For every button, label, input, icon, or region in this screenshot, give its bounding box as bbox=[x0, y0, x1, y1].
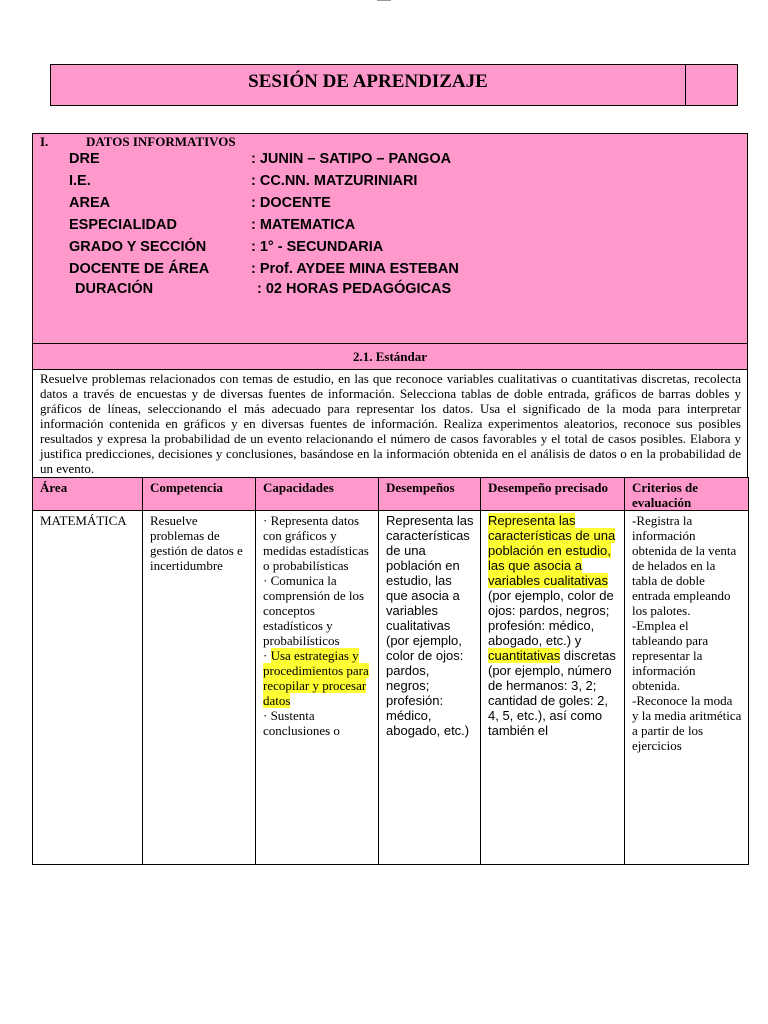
section-title: DATOS INFORMATIVOS bbox=[86, 134, 236, 149]
table-row bbox=[33, 511, 749, 865]
precisado-highlight-2: cuantitativas bbox=[488, 648, 561, 663]
estandar-text: Resuelve problemas relacionados con temas de estudio, en las que reconoce variables cualitativas o cuantitativas discretas, recolecta datos a través de encuestas y de diversas fuentes de información. Selecciona tablas de doble entrada, gráficos de barras dobles y gráficos de líneas, seleccionando el más adecuado para representar los datos. Usa el significado de la moda para interpretar información contenida en gráficos y en diversas fuentes de información. Realiza experimentos aleatorios, reconoce sus posibles resultados y expresa la probabilidad de un evento relacionando el número de casos favorables y el total de casos posibles. Elabora y justifica predicciones, decisiones y conclusiones, basándose en la información obtenida en el análisis de datos o en la probabilidad de un evento. bbox=[32, 369, 748, 478]
table-header-row bbox=[33, 478, 749, 511]
capacidad-3-highlight: Usa estrategias y procedimientos para recopilar y procesar datos bbox=[263, 648, 369, 708]
datos-heading bbox=[40, 134, 236, 150]
cell-area: MATEMÁTICA bbox=[33, 511, 143, 865]
title-divider bbox=[685, 65, 686, 105]
header-desempenos: Desempeños bbox=[379, 478, 481, 511]
info-value: : DOCENTE bbox=[251, 195, 331, 211]
precisado-text-1: (por ejemplo, color de ojos: pardos, negros; profesión: médico, abogado, etc.) y bbox=[488, 588, 614, 648]
info-value: : JUNIN – SATIPO – PANGOA bbox=[251, 151, 452, 167]
header-precisado: Desempeño precisado bbox=[481, 478, 625, 511]
info-value: : Prof. AYDEE MINA ESTEBAN bbox=[251, 261, 459, 277]
info-label: DOCENTE DE ÁREA bbox=[69, 261, 210, 277]
criterio-1: -Registra la información obtenida de la venta de helados en la tabla de doble entrada empleando los palotes. bbox=[632, 513, 737, 618]
datos-informativos-box bbox=[32, 133, 748, 344]
info-label: I.E. bbox=[69, 173, 91, 189]
header-area: Área bbox=[33, 478, 143, 511]
criterio-3: -Reconoce la moda y la media aritmética a partir de los ejercicios bbox=[632, 693, 742, 753]
info-value: : MATEMATICA bbox=[251, 217, 356, 233]
info-label: ESPECIALIDAD bbox=[69, 217, 177, 233]
title-box bbox=[50, 64, 738, 106]
header-capacidades: Capacidades bbox=[256, 478, 379, 511]
info-label: DRE bbox=[69, 151, 100, 167]
bullet: · bbox=[263, 648, 271, 663]
header-criterios: Criterios de evaluación bbox=[625, 478, 749, 511]
capacidad-3 bbox=[263, 648, 372, 708]
info-value: : 02 HORAS PEDAGÓGICAS bbox=[257, 281, 452, 297]
info-label: GRADO Y SECCIÓN bbox=[69, 239, 207, 255]
precisado-text-2: discretas (por ejemplo, número de hermanos: 3, 2; cantidad de goles: 2, 4, 5, etc.), así como también el bbox=[488, 648, 616, 738]
capacidad-4: · Sustenta conclusiones o bbox=[263, 708, 340, 738]
info-label: DURACIÓN bbox=[75, 281, 154, 297]
header-competencia: Competencia bbox=[143, 478, 256, 511]
cell-criterios bbox=[625, 511, 749, 865]
cell-desempenos: Representa las características de una población en estudio, las que asocia a variables cualitativas (por ejemplo, color de ojos: pardos, negros; profesión: médico, abogado, etc.) bbox=[379, 511, 481, 865]
cell-precisado bbox=[481, 511, 625, 865]
planning-table bbox=[32, 477, 749, 865]
cell-capacidades bbox=[256, 511, 379, 865]
capacidad-2: · Comunica la comprensión de los conceptos estadísticos y probabilísticos bbox=[263, 573, 365, 648]
info-value: : CC.NN. MATZURINIARI bbox=[251, 173, 418, 189]
capacidad-1: · Representa datos con gráficos y medidas estadísticas o probabilísticas bbox=[263, 513, 369, 573]
estandar-heading: 2.1. Estándar bbox=[32, 343, 748, 370]
precisado-highlight-1: Representa las características de una población en estudio, las que asocia a variables cualitativas bbox=[488, 513, 616, 588]
info-label: AREA bbox=[69, 195, 111, 211]
criterio-2: -Emplea el tableando para representar la información obtenida. bbox=[632, 618, 709, 693]
cell-competencia: Resuelve problemas de gestión de datos e incertidumbre bbox=[143, 511, 256, 865]
top-mark bbox=[377, 0, 391, 1]
page-title: SESIÓN DE APRENDIZAJE bbox=[248, 71, 488, 92]
info-value: : 1° - SECUNDARIA bbox=[251, 239, 384, 255]
section-number: I. bbox=[40, 134, 49, 149]
